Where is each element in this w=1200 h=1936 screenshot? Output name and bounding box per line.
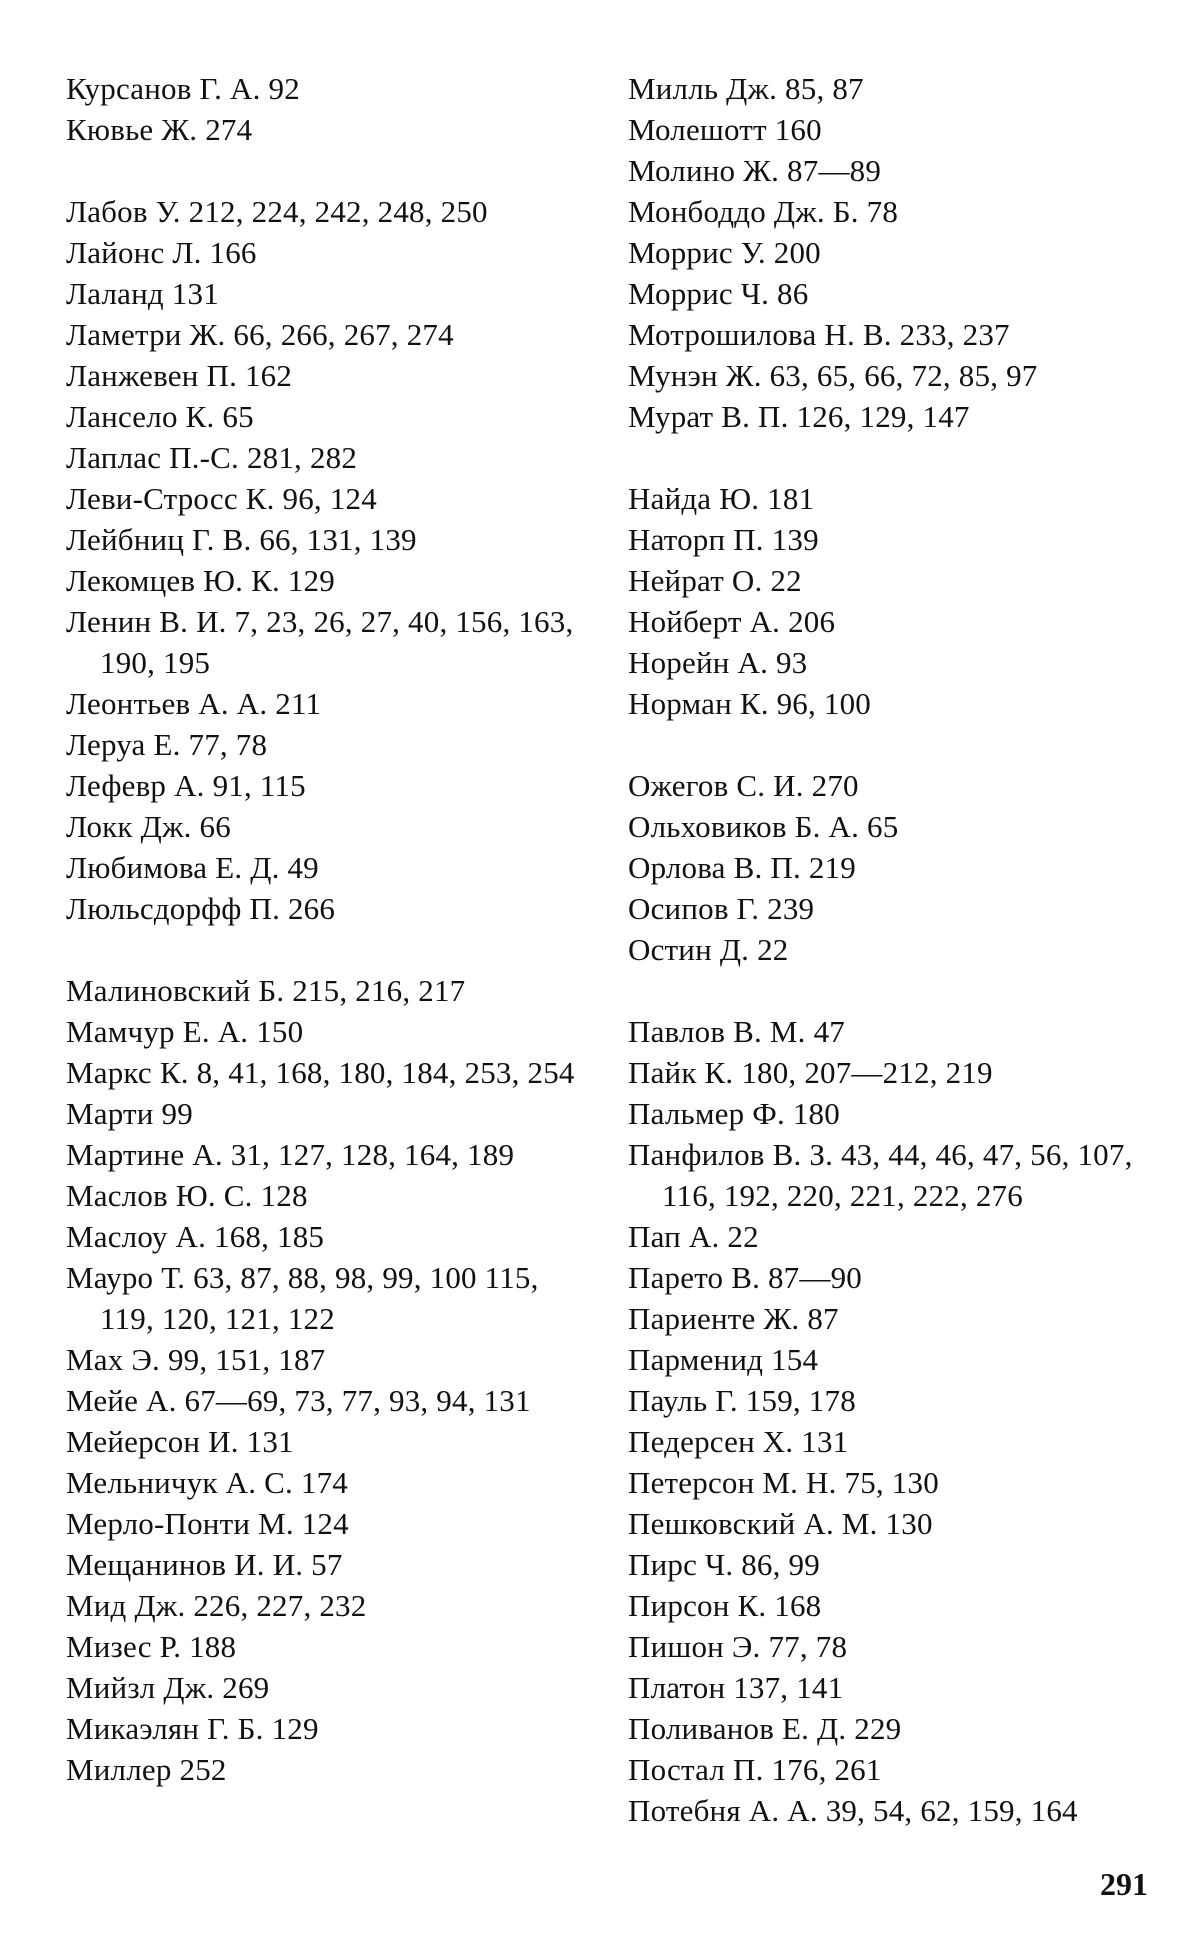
index-entry: Маслов Ю. С. 128 xyxy=(66,1178,308,1213)
page-number: 291 xyxy=(1100,1866,1148,1902)
index-entry: Мизес Р. 188 xyxy=(66,1629,237,1664)
index-entry: Павлов В. М. 47 xyxy=(628,1014,845,1049)
index-entry: Мотрошилова Н. В. 233, 237 xyxy=(628,317,1010,352)
index-entry: Пальмер Ф. 180 xyxy=(628,1096,840,1131)
letter-group-gap xyxy=(628,437,1148,478)
index-entry: Норман К. 96, 100 xyxy=(628,686,871,721)
index-entry: Люльсдорфф П. 266 xyxy=(66,891,336,926)
index-entry: Орлова В. П. 219 xyxy=(628,850,856,885)
index-entry: Леонтьев А. А. 211 xyxy=(66,686,322,721)
index-entry: Мид Дж. 226, 227, 232 xyxy=(66,1588,367,1623)
index-entry: Педерсен Х. 131 xyxy=(628,1424,849,1459)
index-entry: Норейн А. 93 xyxy=(628,645,808,680)
index-entry: Мейе А. 67—69, 73, 77, 93, 94, 131 xyxy=(66,1383,531,1418)
index-entry: Парето В. 87—90 xyxy=(628,1260,862,1295)
index-entry: Микаэлян Г. Б. 129 xyxy=(66,1711,319,1746)
index-entry: Малиновский Б. 215, 216, 217 xyxy=(66,973,466,1008)
index-entry: Маслоу А. 168, 185 xyxy=(66,1219,325,1254)
index-entry: Монбоддо Дж. Б. 78 xyxy=(628,194,899,229)
index-entry: Нейрат О. 22 xyxy=(628,563,802,598)
index-entry: Мунэн Ж. 63, 65, 66, 72, 85, 97 xyxy=(628,358,1038,393)
index-entry: Леви-Стросс К. 96, 124 xyxy=(66,481,377,516)
index-entry: Нойберт А. 206 xyxy=(628,604,836,639)
letter-group-gap xyxy=(66,929,586,970)
index-entry: Пирсон К. 168 xyxy=(628,1588,822,1623)
index-entry: Ольховиков Б. А. 65 xyxy=(628,809,899,844)
index-entry: Ланжевен П. 162 xyxy=(66,358,293,393)
index-entry: Лейбниц Г. В. 66, 131, 139 xyxy=(66,522,417,557)
index-entry: Париенте Ж. 87 xyxy=(628,1301,839,1336)
index-entry: Мещанинов И. И. 57 xyxy=(66,1547,343,1582)
index-entry: Марти 99 xyxy=(66,1096,193,1131)
index-entry: Мартине А. 31, 127, 128, 164, 189 xyxy=(66,1137,515,1172)
index-entry: Осипов Г. 239 xyxy=(628,891,815,926)
index-entry: Лансело К. 65 xyxy=(66,399,254,434)
index-entry: Наторп П. 139 xyxy=(628,522,819,557)
index-entry: Лаплас П.-С. 281, 282 xyxy=(66,440,358,475)
index-entry: Локк Дж. 66 xyxy=(66,809,231,844)
index-entry: Лайонс Л. 166 xyxy=(66,235,257,270)
letter-group-gap xyxy=(628,970,1148,1011)
index-entry: Петерсон М. Н. 75, 130 xyxy=(628,1465,939,1500)
index-entry: Постал П. 176, 261 xyxy=(628,1752,882,1787)
index-entry: Кювье Ж. 274 xyxy=(66,112,253,147)
index-entry: Лефевр А. 91, 115 xyxy=(66,768,306,803)
index-entry: Миллер 252 xyxy=(66,1752,227,1787)
index-entry: Леруа Е. 77, 78 xyxy=(66,727,268,762)
index-entry: Лекомцев Ю. К. 129 xyxy=(66,563,335,598)
index-entry: Пирс Ч. 86, 99 xyxy=(628,1547,820,1582)
index-entry: Поливанов Е. Д. 229 xyxy=(628,1711,902,1746)
index-entry: Ламетри Ж. 66, 266, 267, 274 xyxy=(66,317,454,352)
index-entry: Мурат В. П. 126, 129, 147 xyxy=(628,399,970,434)
index-entry: Мейерсон И. 131 xyxy=(66,1424,294,1459)
index-entry: Пешковский А. М. 130 xyxy=(628,1506,933,1541)
index-entry: Маркс К. 8, 41, 168, 180, 184, 253, 254 xyxy=(66,1055,575,1090)
index-entry: Панфилов В. З. 43, 44, 46, 47, 56, 107, 116, 192, 220, 221, 222, 276 xyxy=(628,1137,1133,1213)
index-entry: Лаланд 131 xyxy=(66,276,219,311)
index-entry: Потебня А. А. 39, 54, 62, 159, 164 xyxy=(628,1793,1078,1828)
index-entry: Пап А. 22 xyxy=(628,1219,759,1254)
index-entry: Платон 137, 141 xyxy=(628,1670,844,1705)
index-entry: Моррис У. 200 xyxy=(628,235,821,270)
index-entry: Мельничук А. С. 174 xyxy=(66,1465,348,1500)
index-entry: Мерло-Понти М. 124 xyxy=(66,1506,349,1541)
letter-group-gap xyxy=(628,724,1148,765)
index-entry: Ленин В. И. 7, 23, 26, 27, 40, 156, 163, 190, 195 xyxy=(66,604,574,680)
index-entry: Пауль Г. 159, 178 xyxy=(628,1383,856,1418)
index-entry: Курсанов Г. А. 92 xyxy=(66,71,300,106)
letter-group-gap xyxy=(66,150,586,191)
index-entry: Лабов У. 212, 224, 242, 248, 250 xyxy=(66,194,488,229)
index-entry: Мийзл Дж. 269 xyxy=(66,1670,270,1705)
index-entry: Мах Э. 99, 151, 187 xyxy=(66,1342,326,1377)
index-entry: Парменид 154 xyxy=(628,1342,819,1377)
index-entry: Остин Д. 22 xyxy=(628,932,789,967)
index-entry: Ожегов С. И. 270 xyxy=(628,768,859,803)
index-entry: Пайк К. 180, 207—212, 219 xyxy=(628,1055,993,1090)
index-entry: Пишон Э. 77, 78 xyxy=(628,1629,848,1664)
index-entry: Милль Дж. 85, 87 xyxy=(628,71,864,106)
index-entry: Мауро Т. 63, 87, 88, 98, 99, 100 115, 119, 120, 121, 122 xyxy=(66,1260,539,1336)
index-entry: Мамчур Е. А. 150 xyxy=(66,1014,304,1049)
index-column-right xyxy=(628,68,1148,1831)
index-entry: Молино Ж. 87—89 xyxy=(628,153,882,188)
index-entry: Моррис Ч. 86 xyxy=(628,276,809,311)
index-entry: Найда Ю. 181 xyxy=(628,481,815,516)
index-entry: Любимова Е. Д. 49 xyxy=(66,850,319,885)
index-column-left xyxy=(66,68,586,1790)
index-entry: Молешотт 160 xyxy=(628,112,822,147)
